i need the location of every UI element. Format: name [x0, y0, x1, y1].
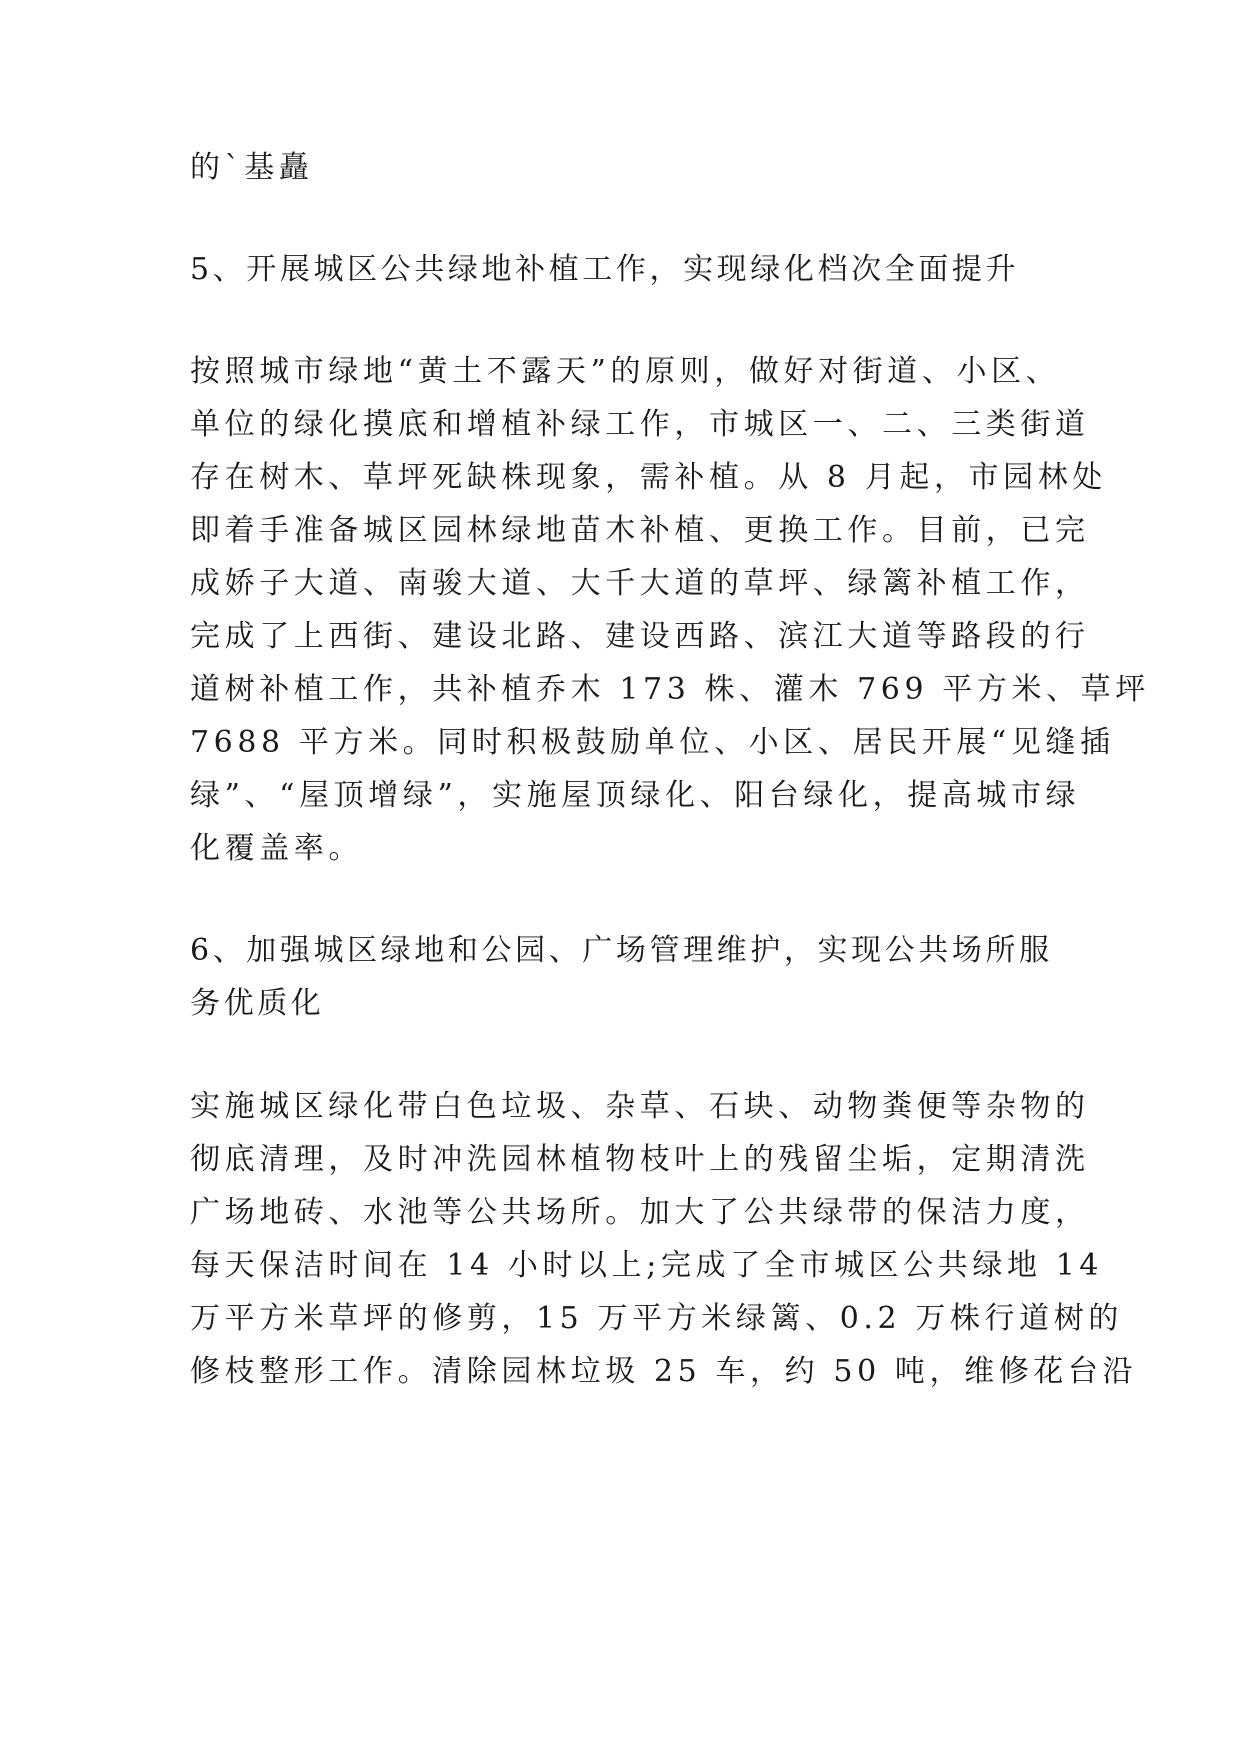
paragraph-line: 完成了上西街、建设北路、建设西路、滨江大道等路段的行 [190, 619, 1090, 654]
paragraph-line: 存在树木、草坪死缺株现象，需补植。从 8 月起，市园林处 [190, 460, 1107, 495]
paragraph-line: 修枝整形工作。清除园林垃圾 25 车，约 50 吨，维修花台沿 [190, 1354, 1138, 1389]
paragraph-line: 每天保洁时间在 14 小时以上;完成了全市城区公共绿地 14 [190, 1248, 1104, 1283]
paragraph-line: 即着手准备城区园林绿地苗木补植、更换工作。目前，已完 [190, 513, 1090, 548]
paragraph-line: 彻底清理，及时冲洗园林植物枝叶上的残留尘垢，定期清洗 [190, 1142, 1090, 1177]
paragraph-line: 绿”、“屋顶增绿”，实施屋顶绿化、阳台绿化，提高城市绿 [190, 778, 1081, 813]
section-5-heading: 5、开展城区公共绿地补植工作，实现绿化档次全面提升 [190, 252, 1020, 287]
paragraph-line: 化覆盖率。 [190, 831, 363, 866]
paragraph-line: 道树补植工作，共补植乔木 173 株、灌木 769 平方米、草坪 [190, 672, 1150, 707]
text-fragment: 的`基矗 [190, 150, 314, 185]
paragraph-line: 按照城市绿地“黄土不露天”的原则，做好对街道、小区、 [190, 354, 1061, 389]
paragraph-line: 广场地砖、水池等公共场所。加大了公共绿带的保洁力度， [190, 1195, 1090, 1230]
section-6-heading: 6、加强城区绿地和公园、广场管理维护，实现公共场所服 [190, 933, 1053, 968]
paragraph-line: 万平方米草坪的修剪，15 万平方米绿篱、0.2 万株行道树的 [190, 1301, 1123, 1336]
paragraph-line: 成娇子大道、南骏大道、大千大道的草坪、绿篱补植工作， [190, 566, 1090, 601]
paragraph-line: 实施城区绿化带白色垃圾、杂草、石块、动物粪便等杂物的 [190, 1089, 1090, 1124]
paragraph-line: 单位的绿化摸底和增植补绿工作，市城区一、二、三类街道 [190, 407, 1090, 442]
section-6-heading-continued: 务优质化 [190, 986, 325, 1021]
paragraph-line: 7688 平方米。同时积极鼓励单位、小区、居民开展“见缝插 [190, 725, 1115, 760]
